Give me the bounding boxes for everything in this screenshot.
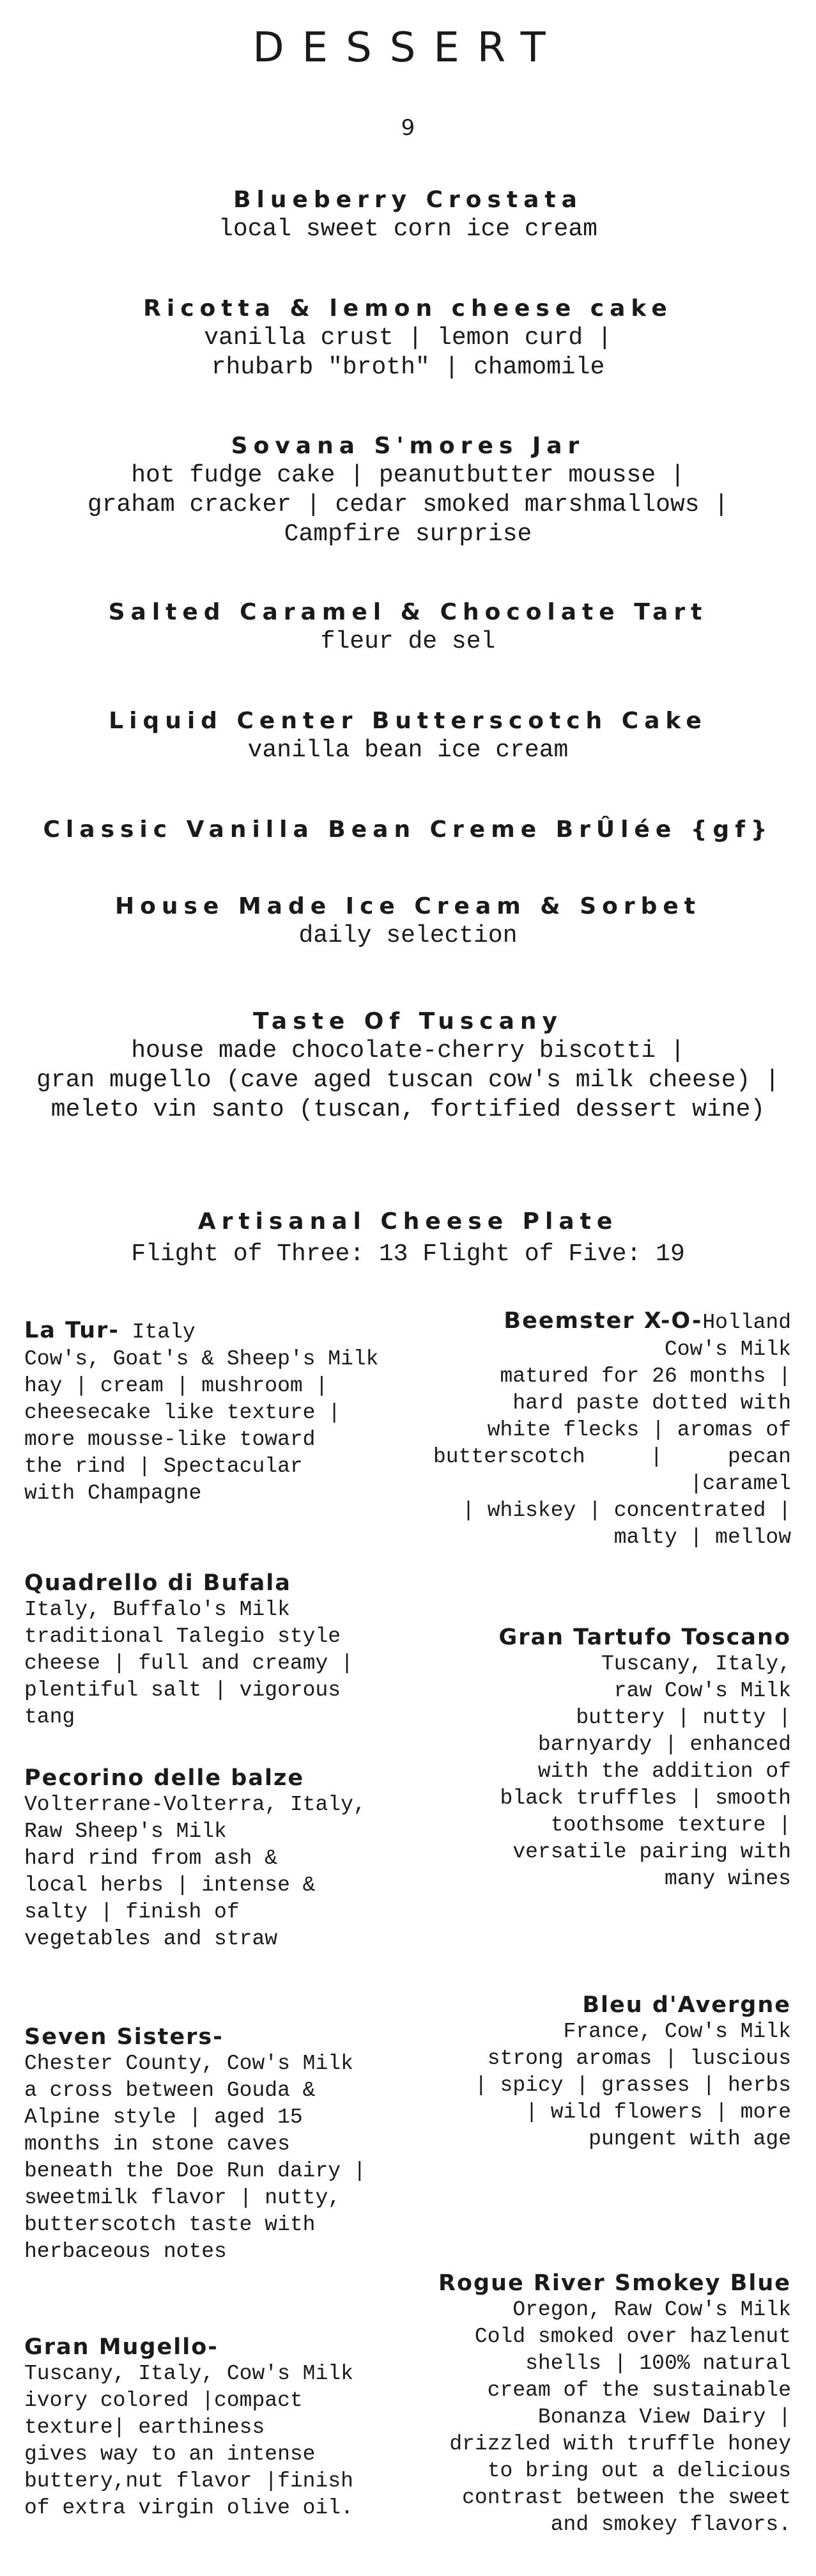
dessert-item-description: graham cracker | cedar smoked marshmallows |: [87, 491, 729, 519]
cheese-description: to bring out a delicious: [487, 2459, 791, 2483]
cheese-description: with the addition of: [537, 1760, 791, 1783]
dessert-item-name: Classic Vanilla Bean Creme BrÛlée {gf}: [43, 816, 773, 843]
dessert-item: [0, 1007, 816, 1125]
cheese-description: contrast between the sweet: [462, 2486, 791, 2510]
cheese-description: strong aromas | luscious: [487, 2047, 791, 2070]
dessert-item-description: gran mugello (cave aged tuscan cow's milk cheese) |: [36, 1066, 780, 1094]
dessert-item-description: Campfire surprise: [284, 520, 532, 548]
dessert-item-description: vanilla bean ice cream: [247, 737, 569, 764]
cheese-description: versatile pairing with: [512, 1840, 791, 1864]
cheese-description: shells | 100% natural: [525, 2352, 791, 2375]
dessert-item: [0, 294, 816, 382]
cheese-description: | wild flowers | more: [525, 2100, 791, 2124]
cheese-plate-title: Artisanal Cheese Plate: [197, 1208, 619, 1235]
cheese-item: [24, 2024, 395, 2265]
cheese-description: | whiskey | concentrated |: [462, 1499, 791, 1522]
dessert-item: [0, 185, 816, 244]
cheese-description: hard rind from ash &: [24, 1846, 278, 1870]
dessert-item: [0, 432, 816, 549]
cheese-description: local herbs | intense &: [24, 1873, 316, 1897]
dessert-item-description: vanilla crust | lemon curd |: [204, 324, 612, 352]
cheese-name: Gran Mugello-: [24, 2334, 219, 2360]
cheese-description: vegetables and straw: [24, 1927, 278, 1951]
cheese-origin: Oregon, Raw Cow's Milk: [512, 2298, 791, 2322]
cheese-description: cheese | full and creamy |: [24, 1651, 353, 1675]
cheese-origin: Holland: [702, 1311, 791, 1334]
cheese-description: Italy, Buffalo's Milk: [24, 1598, 290, 1621]
cheese-origin: Cow's Milk: [664, 1338, 791, 1361]
cheese-origin: raw Cow's Milk: [613, 1679, 791, 1703]
dessert-item-description: rhubarb "broth" | chamomile: [211, 354, 605, 381]
dessert-item: [0, 815, 816, 845]
cheese-description: drizzled with truffle honey: [449, 2432, 791, 2456]
dessert-item-description: house made chocolate-cherry biscotti |: [131, 1037, 685, 1065]
cheese-name: Beemster X-O-Holland: [504, 1308, 791, 1334]
cheese-description: Bonanza View Dairy |: [537, 2405, 791, 2429]
cheese-description: white flecks | aromas of: [487, 1418, 791, 1442]
cheese-description: Volterrane-Volterra, Italy,: [24, 1793, 366, 1816]
cheese-origin: Italy: [119, 1320, 196, 1344]
dessert-item-description: local sweet corn ice cream: [219, 215, 597, 243]
dessert-item-name: Liquid Center Butterscotch Cake: [109, 708, 707, 734]
cheese-description: traditional Talegio style: [24, 1625, 341, 1648]
cheese-item: [433, 2270, 791, 2538]
cheese-item: [433, 1624, 791, 1893]
cheese-description: many wines: [664, 1867, 791, 1891]
cheese-description: plentiful salt | vigorous tang: [24, 1678, 341, 1729]
cheese-name: Seven Sisters-: [24, 2024, 224, 2050]
cheese-origin: France, Cow's Milk: [563, 2020, 791, 2043]
cheese-description: buttery,nut flavor |finish: [24, 2469, 353, 2493]
cheese-description: ivory colored |compact: [24, 2389, 303, 2412]
cheese-description: the rind | Spectacular: [24, 1455, 303, 1478]
dessert-item-name: Ricotta & lemon cheese cake: [143, 295, 673, 322]
cheese-description: Cold smoked over hazlenut: [474, 2325, 791, 2348]
cheese-description: malty | mellow: [613, 1526, 791, 1549]
cheese-description: sweetmilk flavor | nutty,: [24, 2186, 341, 2210]
dessert-item-description: daily selection: [298, 922, 518, 949]
page-title: DESSERT: [252, 24, 564, 72]
cheese-item: [24, 1317, 395, 1507]
dessert-item: [0, 892, 816, 951]
cheese-name: Gran Tartufo Toscano: [498, 1625, 791, 1650]
dessert-item-name: Taste Of Tuscany: [253, 1008, 563, 1034]
cheese-description: with Champagne: [24, 1481, 202, 1505]
cheese-description: salty | finish of: [24, 1900, 240, 1924]
cheese-description: black truffles | smooth: [500, 1786, 791, 1810]
cheese-item: [433, 1992, 791, 2153]
cheese-description: a cross between Gouda &: [24, 2079, 316, 2102]
cheese-name: Quadrello di Bufala: [24, 1570, 291, 1596]
dessert-item-description: hot fudge cake | peanutbutter mousse |: [131, 462, 685, 489]
cheese-description: toothsome texture |: [550, 1813, 791, 1837]
cheese-item: [24, 1765, 395, 1953]
cheese-description: gives way to an intense: [24, 2442, 316, 2466]
cheese-description: Alpine style | aged 15: [24, 2105, 303, 2129]
dessert-item-name: Salted Caramel & Chocolate Tart: [108, 599, 708, 625]
dessert-item-description: fleur de sel: [320, 628, 496, 655]
cheese-description: butterscotch | pecan |caramel: [433, 1445, 791, 1495]
dessert-item: [0, 706, 816, 765]
cheese-description: texture| earthiness: [24, 2416, 265, 2439]
cheese-name: Bleu d'Avergne: [582, 1992, 791, 2018]
cheese-description: matured for 26 months |: [500, 1364, 791, 1388]
cheese-name: La Tur- Italy: [24, 1318, 196, 1344]
dessert-price: 9: [401, 115, 415, 141]
cheese-plate-prices: Flight of Three: 13 Flight of Five: 19: [131, 1240, 685, 1268]
cheese-description: of extra virgin olive oil.: [24, 2496, 353, 2520]
cheese-description: more mousse-like toward: [24, 1428, 316, 1451]
cheese-description: hard paste dotted with: [512, 1391, 791, 1415]
cheese-description: buttery | nutty |: [576, 1706, 791, 1729]
cheese-description: cream of the sustainable: [487, 2378, 791, 2402]
cheese-description: butterscotch taste with: [24, 2213, 316, 2236]
cheese-description: hay | cream | mushroom |: [24, 1374, 328, 1398]
dessert-item-description: meleto vin santo (tuscan, fortified dessert wine): [50, 1096, 766, 1123]
cheese-description: cheesecake like texture |: [24, 1401, 341, 1425]
cheese-description: Tuscany, Italy, Cow's Milk: [24, 2362, 353, 2385]
cheese-item: [433, 1308, 791, 1551]
cheese-description: Chester County, Cow's Milk: [24, 2052, 353, 2075]
cheese-item: [24, 2334, 395, 2522]
cheese-description: Raw Sheep's Milk: [24, 1820, 227, 1843]
cheese-description: months in stone caves: [24, 2132, 290, 2156]
cheese-description: pungent with age: [589, 2127, 791, 2151]
cheese-description: barnyardy | enhanced: [537, 1733, 791, 1756]
cheese-description: | spicy | grasses | herbs: [474, 2073, 791, 2097]
cheese-name: Pecorino delle balze: [24, 1765, 305, 1791]
cheese-description: and smokey flavors.: [550, 2513, 791, 2536]
cheese-item: [24, 1570, 395, 1731]
cheese-name: Rogue River Smokey Blue: [438, 2270, 791, 2296]
dessert-item-name: Sovana S'mores Jar: [231, 433, 585, 459]
cheese-description: Cow's, Goat's & Sheep's Milk: [24, 1347, 379, 1371]
cheese-description: beneath the Doe Run dairy |: [24, 2159, 366, 2183]
dessert-item: [0, 598, 816, 657]
dessert-item-name: Blueberry Crostata: [233, 187, 583, 213]
dessert-item-name: House Made Ice Cream & Sorbet: [114, 893, 702, 919]
cheese-origin: Tuscany, Italy,: [601, 1652, 791, 1676]
cheese-description: herbaceous notes: [24, 2240, 227, 2263]
